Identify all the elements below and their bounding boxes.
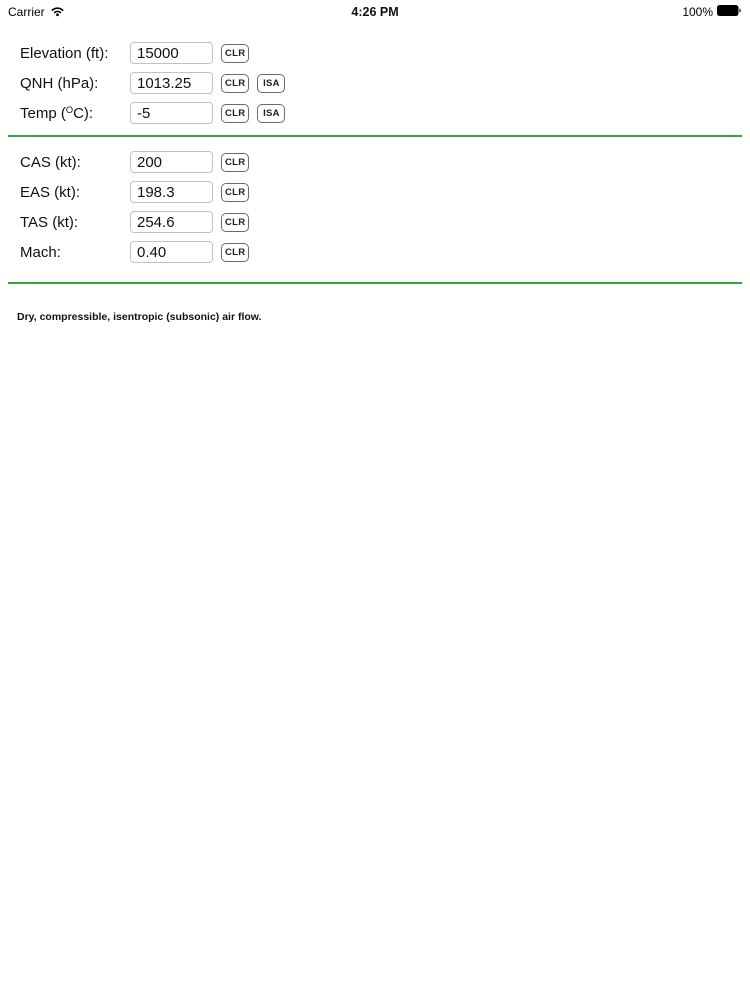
- calculator-form: [0, 22, 750, 323]
- eas-row: [0, 181, 750, 203]
- temp-input[interactable]: [130, 102, 213, 124]
- cas-row: [0, 151, 750, 173]
- mach-input[interactable]: [130, 241, 213, 263]
- eas-label: EAS (kt):: [20, 183, 81, 201]
- airflow-note: Dry, compressible, isentropic (subsonic) air flow.: [17, 311, 262, 323]
- elevation-label: Elevation (ft):: [20, 44, 109, 62]
- elevation-clr-button[interactable]: CLR: [221, 44, 249, 63]
- wifi-icon: [50, 5, 65, 20]
- cas-clr-button[interactable]: CLR: [221, 153, 249, 172]
- tas-input[interactable]: [130, 211, 213, 233]
- eas-clr-button[interactable]: CLR: [221, 183, 249, 202]
- tas-row: [0, 211, 750, 233]
- mach-row: [0, 241, 750, 263]
- temp-label: Temp ($^O$C):: [20, 104, 94, 122]
- elevation-row: [0, 42, 750, 64]
- temp-row: [0, 102, 750, 124]
- status-bar: [0, 0, 750, 22]
- status-time: 4:26 PM: [351, 5, 399, 19]
- section-divider-top: [8, 135, 742, 137]
- tas-clr-button[interactable]: CLR: [221, 213, 249, 232]
- qnh-label: QNH (hPa):: [20, 74, 99, 92]
- qnh-clr-button[interactable]: CLR: [221, 74, 249, 93]
- mach-clr-button[interactable]: CLR: [221, 243, 249, 262]
- cas-label: CAS (kt):: [20, 153, 81, 171]
- eas-input[interactable]: [130, 181, 213, 203]
- cas-input[interactable]: [130, 151, 213, 173]
- battery-percent-label: 100%: [682, 5, 714, 19]
- mach-label: Mach:: [20, 243, 61, 261]
- qnh-row: [0, 72, 750, 94]
- battery-icon: [717, 5, 742, 19]
- carrier-label: Carrier: [8, 5, 45, 19]
- temp-isa-button[interactable]: ISA: [257, 104, 285, 123]
- elevation-input[interactable]: [130, 42, 213, 64]
- qnh-input[interactable]: [130, 72, 213, 94]
- tas-label: TAS (kt):: [20, 213, 79, 231]
- qnh-isa-button[interactable]: ISA: [257, 74, 285, 93]
- section-divider-bottom: [8, 282, 742, 284]
- temp-clr-button[interactable]: CLR: [221, 104, 249, 123]
